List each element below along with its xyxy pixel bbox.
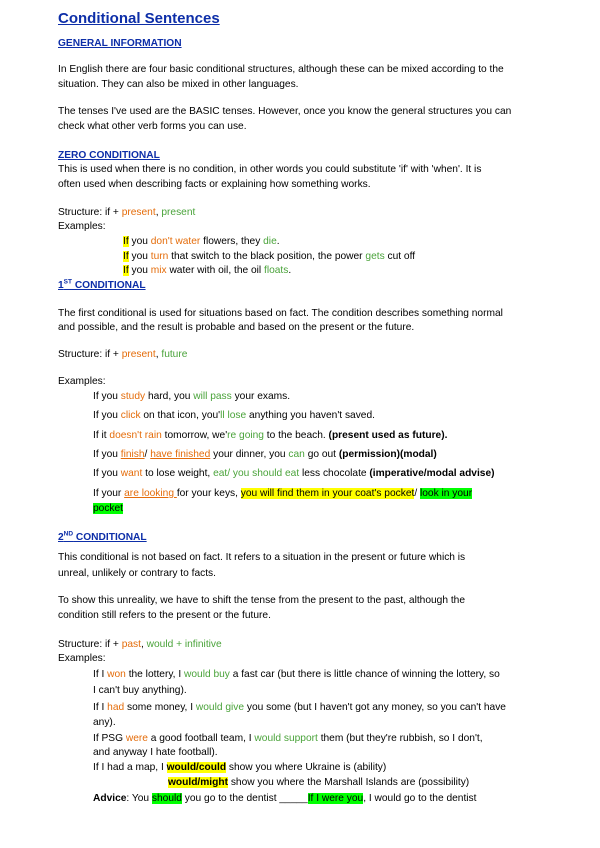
- paragraph-line: and possible, and the result is probable and based on the present or the future.: [58, 322, 415, 333]
- section-heading-second: 2ND CONDITIONAL: [58, 530, 147, 543]
- paragraph-line: unreal, unlikely or contrary to facts.: [58, 568, 216, 579]
- example-line-continued: and anyway I hate football).: [93, 747, 218, 758]
- section-heading-general: GENERAL INFORMATION: [58, 38, 182, 49]
- paragraph-line: often used when describing facts or explaining how something works.: [58, 179, 371, 190]
- paragraph-line: This conditional is not based on fact. It refers to a situation in the present or future which is: [58, 552, 466, 563]
- paragraph-line: In English there are four basic conditional structures, although these can be mixed according to the: [58, 64, 504, 75]
- examples-label: Examples:: [58, 653, 106, 664]
- example-line: If PSG were a good football team, I would support them (but they're rubbish, so I don't,: [93, 733, 483, 744]
- example-line-continued: I can't buy anything).: [93, 685, 187, 696]
- examples-label: Examples:: [58, 221, 106, 232]
- paragraph-line: To show this unreality, we have to shift the tense from the present to the past, although the: [58, 595, 465, 606]
- example-line: If you study hard, you will pass your exams.: [93, 391, 291, 402]
- example-line-continued: pocket: [93, 503, 124, 514]
- paragraph-line: The tenses I've used are the BASIC tenses. However, once you know the general structures you can: [58, 106, 512, 117]
- example-line: would/might show you where the Marshall Islands are (possibility): [168, 777, 470, 788]
- paragraph-line: situation. They can also be mixed in other languages.: [58, 79, 299, 90]
- paragraph-line: condition still refers to the present or the future.: [58, 610, 271, 621]
- paragraph-line: The first conditional is used for situations based on fact. The condition describes something normal: [58, 308, 503, 319]
- page-title: Conditional Sentences: [58, 10, 220, 27]
- example-line: If I won the lottery, I would buy a fast car (but there is little chance of winning the lottery, so: [93, 669, 500, 680]
- structure-line: Structure: if + past, would + infinitive: [58, 639, 222, 650]
- example-line: If I had a map, I would/could show you where Ukraine is (ability): [93, 762, 387, 773]
- example-line: If you don't water flowers, they die.: [123, 236, 280, 247]
- example-line: If you click on that icon, you'll lose anything you haven't saved.: [93, 410, 375, 421]
- example-line: If you mix water with oil, the oil floats.: [123, 265, 292, 276]
- example-line: If it doesn't rain tomorrow, we're going to the beach. (present used as future).: [93, 430, 448, 441]
- structure-line: Structure: if + present, future: [58, 349, 188, 360]
- example-line: If your are looking for your keys, you will find them in your coat's pocket/ look in your: [93, 488, 473, 499]
- structure-line: Structure: if + present, present: [58, 207, 196, 218]
- example-line: If you turn that switch to the black position, the power gets cut off: [123, 251, 416, 262]
- section-heading-first: 1ST CONDITIONAL: [58, 278, 146, 291]
- section-heading-zero: ZERO CONDITIONAL: [58, 150, 160, 161]
- example-line: If you want to lose weight, eat/ you should eat less chocolate (imperative/modal advise): [93, 468, 495, 479]
- example-line: If you finish/ have finished your dinner, you can go out (permission)(modal): [93, 449, 437, 460]
- examples-label: Examples:: [58, 376, 106, 387]
- example-line: If I had some money, I would give you some (but I haven't got any money, so you can't have: [93, 702, 506, 713]
- example-line: Advice: You should you go to the dentist _____If I were you, I would go to the dentist: [93, 793, 477, 804]
- paragraph-line: This is used when there is no condition, in other words you could substitute 'if' with 'when'. It is: [58, 164, 482, 175]
- paragraph-line: check what other verb forms you can use.: [58, 121, 247, 132]
- example-line-continued: any).: [93, 717, 116, 728]
